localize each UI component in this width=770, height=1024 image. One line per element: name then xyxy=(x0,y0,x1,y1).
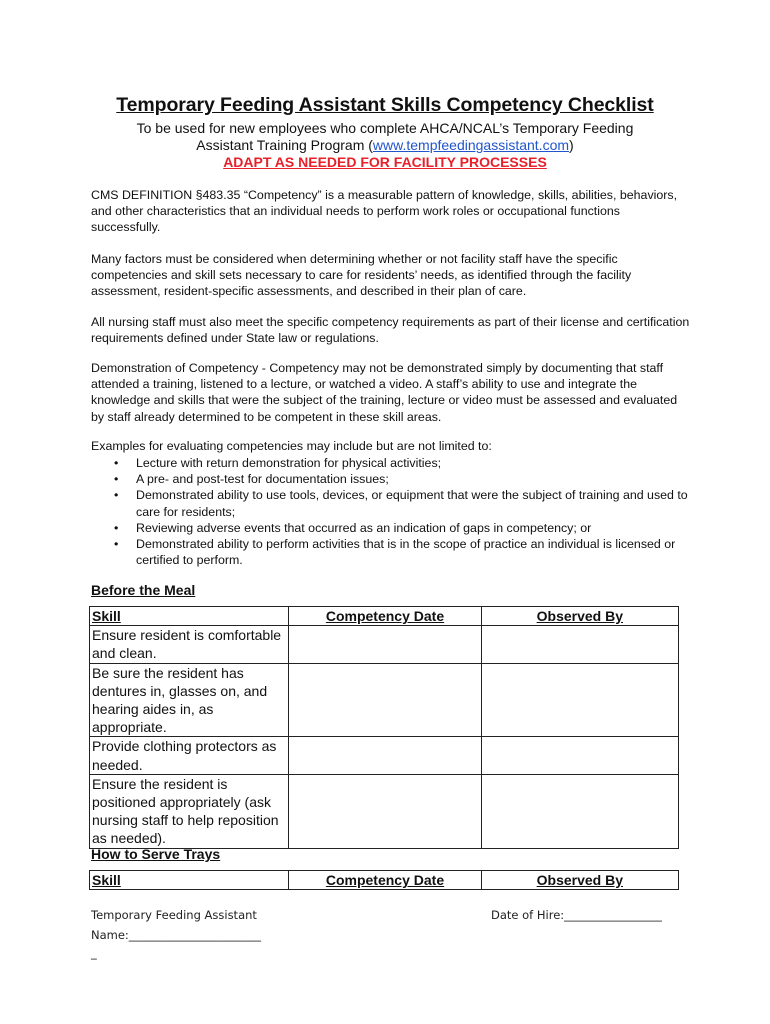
factors-paragraph: Many factors must be considered when determining whether or not facility staff have the specific competencies and skill sets necessary to care for residents’ needs, as identified through the facility assessment, resident-specific assessments, and described in their plan of care. xyxy=(91,252,632,299)
column-header-observed-by: Observed By xyxy=(481,607,678,626)
list-item xyxy=(91,455,691,471)
subtitle-prefix: Assistant Training Program ( xyxy=(196,137,373,153)
table-row xyxy=(90,663,679,737)
examples-list xyxy=(91,455,691,568)
table-row xyxy=(90,737,679,774)
before-meal-table xyxy=(89,606,679,849)
list-item-text: Demonstrated ability to use tools, devices, or equipment that were the subject of training and used to care for residents; xyxy=(136,488,688,519)
subtitle-line-1: To be used for new employees who complete AHCA/NCAL’s Temporary Feeding xyxy=(136,120,634,136)
program-link[interactable]: www.tempfeedingassistant.com xyxy=(372,137,570,153)
bullet-icon: • xyxy=(114,520,119,535)
skill-cell: Ensure the resident is positioned appropriately (ask nursing staff to help reposition as needed). xyxy=(90,774,289,848)
serve-trays-table xyxy=(89,870,679,890)
skill-cell: Ensure resident is comfortable and clean. xyxy=(90,626,289,663)
subtitle-line-2 xyxy=(0,137,770,153)
competency-date-cell[interactable] xyxy=(289,737,481,774)
competency-date-cell[interactable] xyxy=(289,663,481,737)
footer-date-of-hire-field[interactable]: Date of Hire:_________________ xyxy=(491,908,662,922)
serve-trays-heading: How to Serve Trays xyxy=(91,846,221,862)
list-item-text: Reviewing adverse events that occurred as an indication of gaps in competency; or xyxy=(136,520,592,535)
column-header-skill: Skill xyxy=(90,871,289,890)
list-item xyxy=(91,520,691,536)
footer-name-label: Temporary Feeding Assistant xyxy=(91,908,257,922)
skill-cell: Be sure the resident has dentures in, glasses on, and hearing aides in, as appropriate. xyxy=(90,663,289,737)
observed-by-cell[interactable] xyxy=(481,626,678,663)
list-item-text: A pre- and post-test for documentation issues; xyxy=(136,472,389,487)
examples-intro: Examples for evaluating competencies may include but are not limited to: xyxy=(91,439,492,453)
competency-date-cell[interactable] xyxy=(289,774,481,848)
bullet-icon: • xyxy=(114,488,119,503)
column-header-observed-by: Observed By xyxy=(481,871,678,890)
page-title: Temporary Feeding Assistant Skills Competency Checklist xyxy=(116,94,654,116)
subtitle-suffix: ) xyxy=(569,137,574,153)
table-header-row xyxy=(90,607,679,626)
before-meal-heading: Before the Meal xyxy=(91,582,196,598)
competency-date-cell[interactable] xyxy=(289,626,481,663)
list-item xyxy=(91,487,691,519)
column-header-competency-date: Competency Date xyxy=(289,871,481,890)
column-header-competency-date: Competency Date xyxy=(289,607,481,626)
table-header-row xyxy=(90,871,679,890)
nursing-staff-paragraph: All nursing staff must also meet the specific competency requirements as part of their license and certification requirements defined under State law or regulations. xyxy=(91,315,690,346)
observed-by-cell[interactable] xyxy=(481,663,678,737)
list-item-text: Demonstrated ability to perform activities that is in the scope of practice an individual is licensed or certified to perform. xyxy=(136,537,676,568)
bullet-icon: • xyxy=(114,537,119,552)
demonstration-paragraph: Demonstration of Competency - Competency may not be demonstrated simply by documenting that staff attended a training, listened to a lecture, or watched a video. A staff’s ability to use and integrate the knowledge and skills that were the subject of the training, lecture or video must be assessed and evaluated by staff already determined to be competent in these skill areas. xyxy=(91,361,678,424)
footer-name-field[interactable]: Name:_______________________ xyxy=(91,928,262,942)
observed-by-cell[interactable] xyxy=(481,737,678,774)
table-row xyxy=(90,626,679,663)
list-item xyxy=(91,536,691,568)
cms-definition-paragraph: CMS DEFINITION §483.35 “Competency” is a measurable pattern of knowledge, skills, abilities, behaviors, and other characteristics that an individual needs to perform work roles or occupational functions successfully. xyxy=(91,188,678,235)
bullet-icon: • xyxy=(114,472,119,487)
table-row xyxy=(90,774,679,848)
footer-name-field-continuation: _ xyxy=(91,946,97,960)
adapt-warning: ADAPT AS NEEDED FOR FACILITY PROCESSES xyxy=(223,154,547,170)
observed-by-cell[interactable] xyxy=(481,774,678,848)
bullet-icon: • xyxy=(114,456,119,470)
skill-cell: Provide clothing protectors as needed. xyxy=(90,737,289,774)
list-item xyxy=(91,471,691,487)
list-item-text: Lecture with return demonstration for physical activities; xyxy=(136,456,442,470)
column-header-skill: Skill xyxy=(90,607,289,626)
